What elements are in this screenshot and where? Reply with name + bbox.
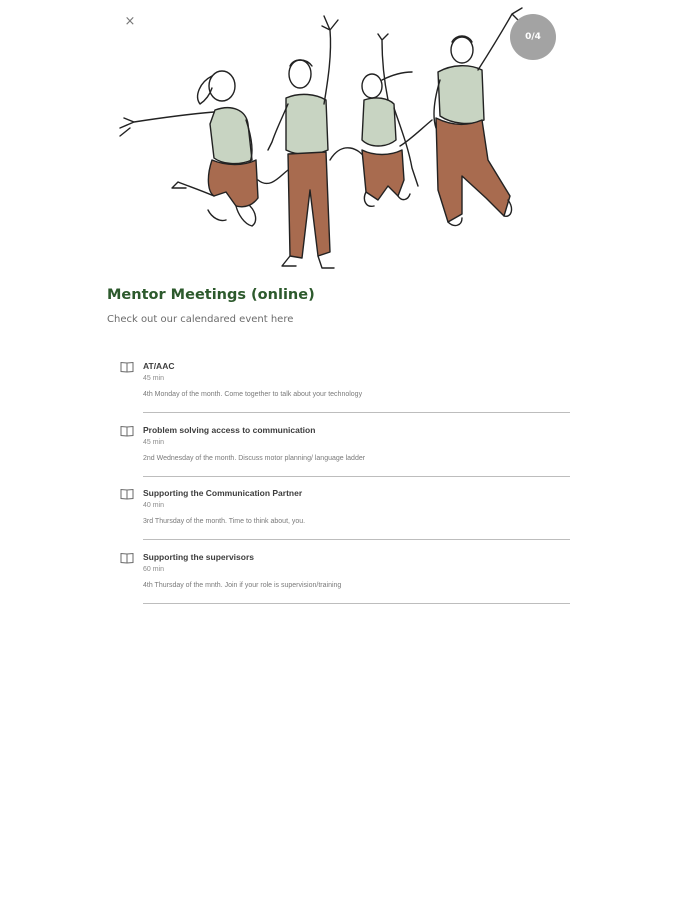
book-icon xyxy=(120,425,134,437)
book-icon xyxy=(120,552,134,564)
progress-badge: 0/4 xyxy=(510,14,556,60)
event-title: Problem solving access to communication xyxy=(143,424,316,435)
event-duration: 60 min xyxy=(143,565,165,573)
event-duration: 45 min xyxy=(143,438,165,446)
book-icon xyxy=(120,361,134,373)
book-icon xyxy=(120,488,134,500)
event-title: Supporting the Communication Partner xyxy=(143,488,303,498)
event-duration: 40 min xyxy=(143,502,165,509)
event-item-communication-partner[interactable] xyxy=(118,482,570,540)
event-list xyxy=(118,355,570,609)
event-description: 2nd Wednesday of the month. Discuss motor planning/ language ladder xyxy=(143,454,366,462)
event-item-problem-solving[interactable] xyxy=(118,419,570,477)
event-body xyxy=(143,488,570,540)
event-body xyxy=(143,552,570,604)
event-body xyxy=(143,361,570,413)
page-title: Mentor Meetings (online) xyxy=(107,287,315,303)
event-item-at-aac[interactable] xyxy=(118,355,570,413)
event-description: 4th Monday of the month. Come together to talk about your technology xyxy=(143,391,363,398)
jumping-people-illustration xyxy=(100,0,570,280)
event-duration: 45 min xyxy=(143,375,165,382)
event-body xyxy=(143,425,570,477)
event-title: Supporting the supervisors xyxy=(143,551,254,562)
event-description: 3rd Thursday of the month. Time to think about, you. xyxy=(143,518,306,525)
event-title: AT/AAC xyxy=(143,361,175,371)
page-subtitle: Check out our calendared event here xyxy=(107,314,294,325)
event-item-supervisors[interactable] xyxy=(118,546,570,604)
close-icon: × xyxy=(124,14,136,29)
event-description: 4th Thursday of the mnth. Join if your role is supervision/training xyxy=(143,581,342,589)
